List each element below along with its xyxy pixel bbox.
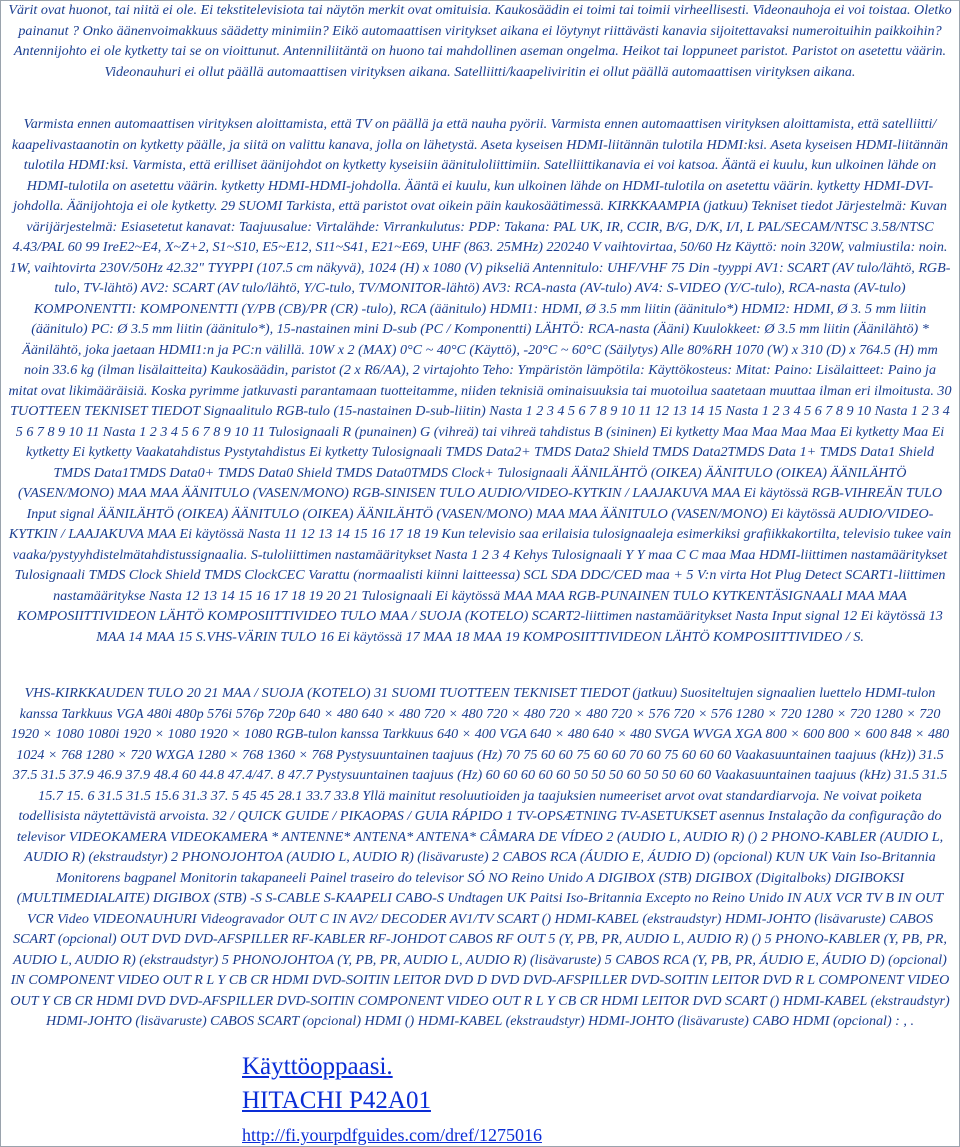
specifications-paragraph: Varmista ennen automaattisen virityksen aloittamista, että TV on päällä ja että nauha pyörii. Varmista ennen automaattisen virityksen aloittamista, että satelliitti/ kaapelivastaanotin on kytketty päälle, ja siitä on valittu kanava, jolla on lähetystä. Aseta kyseisen HDMI-liitännän tulotila HDMI:ksi. Aseta kyseisen HDMI-liitännän tulotila HDMI:ksi. Varmista, että erilliset äänijohdot on kytketty kyseisiin äänituloliittimiin. Satelliittikanavia ei voi katsoa. Ääntä ei kuulu, kun ulkoinen lähde on HDMI-tulotila on asetettu väärin. kytketty HDMI-HDMI-johdolla. Ääntä ei kuulu, kun ulkoinen lähde on HDMI-tulotila on asetettu väärin. kytketty HDMI-DVI-johdolla. Äänijohtoja ei ole kytketty. 29 SUOMI Tarkista, että paristot ovat oikein päin kaukosäätimessä. KIRKKAAMPIA (jatkuu) Tekniset tiedot Järjestelmä: Kuvan värijärjestelmä: Esiasetetut kanavat: Taajuusalue: Virtalähde: Virrankulutus: PDP: Takana: PAL UK, IR, CCIR, B/G, D/K, I/I, L PAL/SECAM/NTSC 3.58/NTSC 4.43/PAL 60 99 IreE2~E4, X~Z+2, S1~S10, E5~E12, S11~S41, E21~E69, UHF (863. 25MHz) 220240 V vaihtovirtaa, 50/60 Hz Käyttö: noin 320W, valmiustila: noin. 1W, vaihtovirta 230V/50Hz 42.32" TYYPPI (107.5 cm näkyvä), 1024 (H) x 1080 (V) pikseliä Antennitulo: UHF/VHF 75 Din -tyyppi AV1: SCART (AV tulo/lähtö, RGB-tulo, TV-lähtö) AV2: SCART (AV tulo/lähtö, Y/C-tulo, TV/MONITOR-lähtö) AV3: RCA-nasta (AV-tulo) AV4: S-VIDEO (Y/C-tulo), RCA-nasta (AV-tulo) KOMPONENTTI: KOMPONENTTI (Y/PB (CB)/PR (CR) -tulo), RCA (äänitulo) HDMI1: HDMI, Ø 3.5 mm liitin (äänitulo*) HDMI2: HDMI, Ø 3. 5 mm liitin (äänitulo) PC: Ø 3.5 mm liitin (äänitulo*), 15-nastainen mini D-sub (PC / Komponentti) LÄHTÖ: RCA-nasta (Ääni) Kuulokkeet: Ø 3.5 mm liitin (Äänilähtö) * Äänilähtö, joka jaetaan HDMI1:n ja PC:n välillä. 10W x 2 (MAX) 0°C ~ 40°C (Käyttö), -20°C ~ 60°C (Säilytys) Alle 80%RH 1070 (W) x 310 (D) x 764.5 (H) mm noin 33.6 kg (ilman lisälaitteita) Kaukosäädin, paristot (2 x R6/AA), 2 virtajohto Teho: Ympäristön lämpötila: Käyttökosteus: Mitat: Paino: Lisälaitteet: Paino ja mitat ovat likimääräisiä. Koska pyrimme jatkuvasti parantamaan tuotteitamme, niiden teknisiä ominaisuuksia tai muotoilua saatetaan muuttaa ilman eri ilmoitusta. 30 TUOTTEEN TEKNISET TIEDOT Signaalitulo RGB-tulo (15-nastainen D-sub-liitin) Nasta 1 2 3 4 5 6 7 8 9 10 11 12 13 14 15 Nasta 1 2 3 4 5 6 7 8 9 10 Nasta 1 2 3 4 5 6 7 8 9 10 11 Nasta 1 2 3 4 5 6 7 8 9 10 11 Tulosignaali R (punainen) G (vihreä) tai vihreä tahdistus B (sininen) Ei kytketty Maa Maa Maa Maa Ei kytketty Maa Ei kytketty Ei kytketty Vaakatahdistus Pystytahdistus Ei kytketty Tulosignaali TMDS Data2+ TMDS Data2 Shield TMDS Data2TMDS Data 1+ TMDS Data1 Shield TMDS Data1TMDS Data0+ TMDS Data0 Shield TMDS Data0TMDS Clock+ Tulosignaali ÄÄNILÄHTÖ (OIKEA) ÄÄNITULO (OIKEA) ÄÄNILÄHTÖ (VASEN/MONO) MAA MAA ÄÄNITULO (VASEN/MONO) RGB-SINISEN TULO AUDIO/VIDEO-KYTKIN / LAAJAKUVA MAA Ei käytössä RGB-VIHREÄN TULO Input signal ÄÄNILÄHTÖ (OIKEA) ÄÄNITULO (OIKEA) ÄÄNILÄHTÖ (VASEN/MONO) MAA MAA ÄÄNITULO (VASEN/MONO) Ei käytössä AUDIO/VIDEO-KYTKIN / LAAJAKUVA MAA Ei käytössä Nasta 11 12 13 14 15 16 17 18 19 Kun televisio saa erilaisia tulosignaaleja esimerkiksi grafiikkakortilta, televisio tukee vain vaaka/pystyyhdistelmätahdistussignaalia. S-tuloliittimen nastamääritykset Nasta 1 2 3 4 Kehys Tulosignaali Y Y maa C C maa Maa HDMI-liittimen nastamääritykset Tulosignaali TMDS Clock Shield TMDS ClockCEC Varattu (normaalisti kiinni laitteessa) SCL SDA DDC/CED maa + 5 V:n virta Hot Plug Detect SCART1-liittimen nastamääritykse Nasta 12 13 14 15 16 17 18 19 20 21 Tulosignaali Ei käytössä MAA MAA RGB-PUNAINEN TULO KYTKENTÄSIGNAALI MAA MAA KOMPOSIITTIVIDEON LÄHTÖ KOMPOSIITTIVIDEO TULO MAA / SUOJA (KOTELO) SCART2-liittimen nastamääritykset Nasta Input signal 12 Ei käytössä 13 MAA 14 MAA 15 S.VHS-VÄRIN TULO 16 Ei käytössä 17 MAA 18 MAA 19 KOMPOSIITTIVIDEON LÄHTÖ KOMPOSIITTIVIDEO / S. (8, 116, 952, 645)
troubleshooting-paragraph: Värit ovat huonot, tai niitä ei ole. Ei tekstitelevisiota tai näytön merkit ovat omituisia. Kaukosäädin ei toimi tai toimii virheellisesti. Videonauhoja ei voi toistaa. Oletko painanut ? Onko äänenvoimakkuus säädetty minimiin? Eikö automaattisen viritykset aikana ei löytynyt riittävästi kanavia sijoitettavaksi numeroituihin paikkoihin? Antennijohto ei ole kytketty tai se on vioittunut. Antenniliitäntä on huono tai mahdollinen aseman ongelma. Heikot tai loppuneet paristot. Paristot on asetettu väärin. Videonauhuri ei ollut päällä automaattisen virityksen aikana. Satelliitti/kaapeliviritin ei ollut päällä automaattisen virityksen aikana. (8, 2, 952, 80)
signals-and-quickguide-paragraph: VHS-KIRKKAUDEN TULO 20 21 MAA / SUOJA (KOTELO) 31 SUOMI TUOTTEEN TEKNISET TIEDOT (jatkuu) Suositeltujen signaalien luettelo HDMI-tulon kanssa Tarkkuus VGA 480i 480p 576i 576p 720p 640 × 480 640 × 480 720 × 480 720 × 480 720 × 480 720 × 576 720 × 576 1280 × 720 1280 × 720 1280 × 720 1920 × 1080 1080i 1920 × 1080 1920 × 1080 RGB-tulon kanssa Tarkkuus 640 × 400 VGA 640 × 480 640 × 480 SVGA WVGA XGA 800 × 600 800 × 600 848 × 480 1024 × 768 1280 × 720 WXGA 1280 × 768 1360 × 768 Pystysuuntainen taajuus (Hz) 70 75 60 60 75 60 60 70 60 75 60 60 60 Vaakasuuntainen taajuus (kHz)) 31.5 37.5 31.5 37.9 46.9 37.9 48.4 60 44.8 47.4/47. 8 47.7 Pystysuuntainen taajuus (Hz) 60 60 60 60 60 50 50 50 60 50 50 60 60 Vaakasuuntainen taajuus (kHz) 31.5 31.5 15.7 15. 6 31.5 31.5 15.6 31.3 37. 5 45 45 28.1 33.7 33.8 Yllä mainitut resoluutioiden ja taajuksien numeeriset arvot ovat standardiarvoja. Ne voivat poiketa todellisista näytettävistä arvoista. 32 / QUICK GUIDE / PIKAOPAS / GUIA RÁPIDO 1 TV-OPSÆTNING TV-ASETUKSET asennus Instalação da configuração do televisor VIDEOKAMERA VIDEOKAMERA * ANTENNE* ANTENA* ANTENA* CÂMARA DE VÍDEO 2 (AUDIO L, AUDIO R) () 2 PHONO-KABLER (AUDIO L, AUDIO R) (ekstraudstyr) 2 PHONOJOHTOA (AUDIO L, AUDIO R) (lisävaruste) 2 CABOS RCA (ÁUDIO E, ÁUDIO D) (opcional) KUN UK Vain Iso-Britannia Monitorens bagpanel Monitorin takapaneeli Painel traseiro do televisor SÓ NO Reino Unido A DIGIBOX (STB) DIGIBOX (Digitalboks) DIGIBOKSI (MULTIMEDIALAITE) DIGIBOX (STB) -S S-CABLE S-KAAPELI CABO-S Undtagen UK Paitsi Iso-Britannia Excepto no Reino Unido IN AUX VCR TV B IN OUT VCR Video VIDEONAUHURI Videogravador OUT C IN AV2/ DECODER AV1/TV SCART () HDMI-KABEL (ekstraudstyr) HDMI-JOHTO (lisävaruste) CABOS SCART (opcional) OUT DVD DVD-AFSPILLER RF-KABLER RF-JOHDOT CABOS RF OUT 5 (Y, PB, PR, AUDIO L, AUDIO R) () 5 PHONO-KABLER (Y, PB, PR, AUDIO L, AUDIO R) (ekstraudstyr) 5 PHONOJOHTOA (Y, PB, PR, AUDIO L, AUDIO R) (lisävaruste) 5 CABOS RCA (Y, PB, PR, ÁUDIO E, ÁUDIO D) (opcional) IN COMPONENT VIDEO OUT R L Y CB CR HDMI DVD-SOITIN LEITOR DVD D DVD DVD-AFSPILLER DVD-SOITIN LEITOR DVD R L COMPONENT VIDEO OUT Y CB CR HDMI DVD DVD-AFSPILLER DVD-SOITIN COMPONENT VIDEO OUT R L Y CB CR HDMI LEITOR DVD SCART () HDMI-KABEL (ekstraudstyr) HDMI-JOHTO (lisävaruste) CABOS SCART (opcional) HDMI () HDMI-KABEL (ekstraudstyr) HDMI-JOHTO (lisävaruste) CABO HDMI (opcional) : , . (10, 685, 950, 1029)
model-link[interactable]: HITACHI P42A01 (242, 1087, 431, 1114)
guide-url-link[interactable]: http://fi.yourpdfguides.com/dref/1275016 (242, 1125, 542, 1145)
manual-title-link[interactable]: Käyttöoppaasi. (242, 1053, 393, 1080)
footer-links (242, 1052, 542, 1146)
